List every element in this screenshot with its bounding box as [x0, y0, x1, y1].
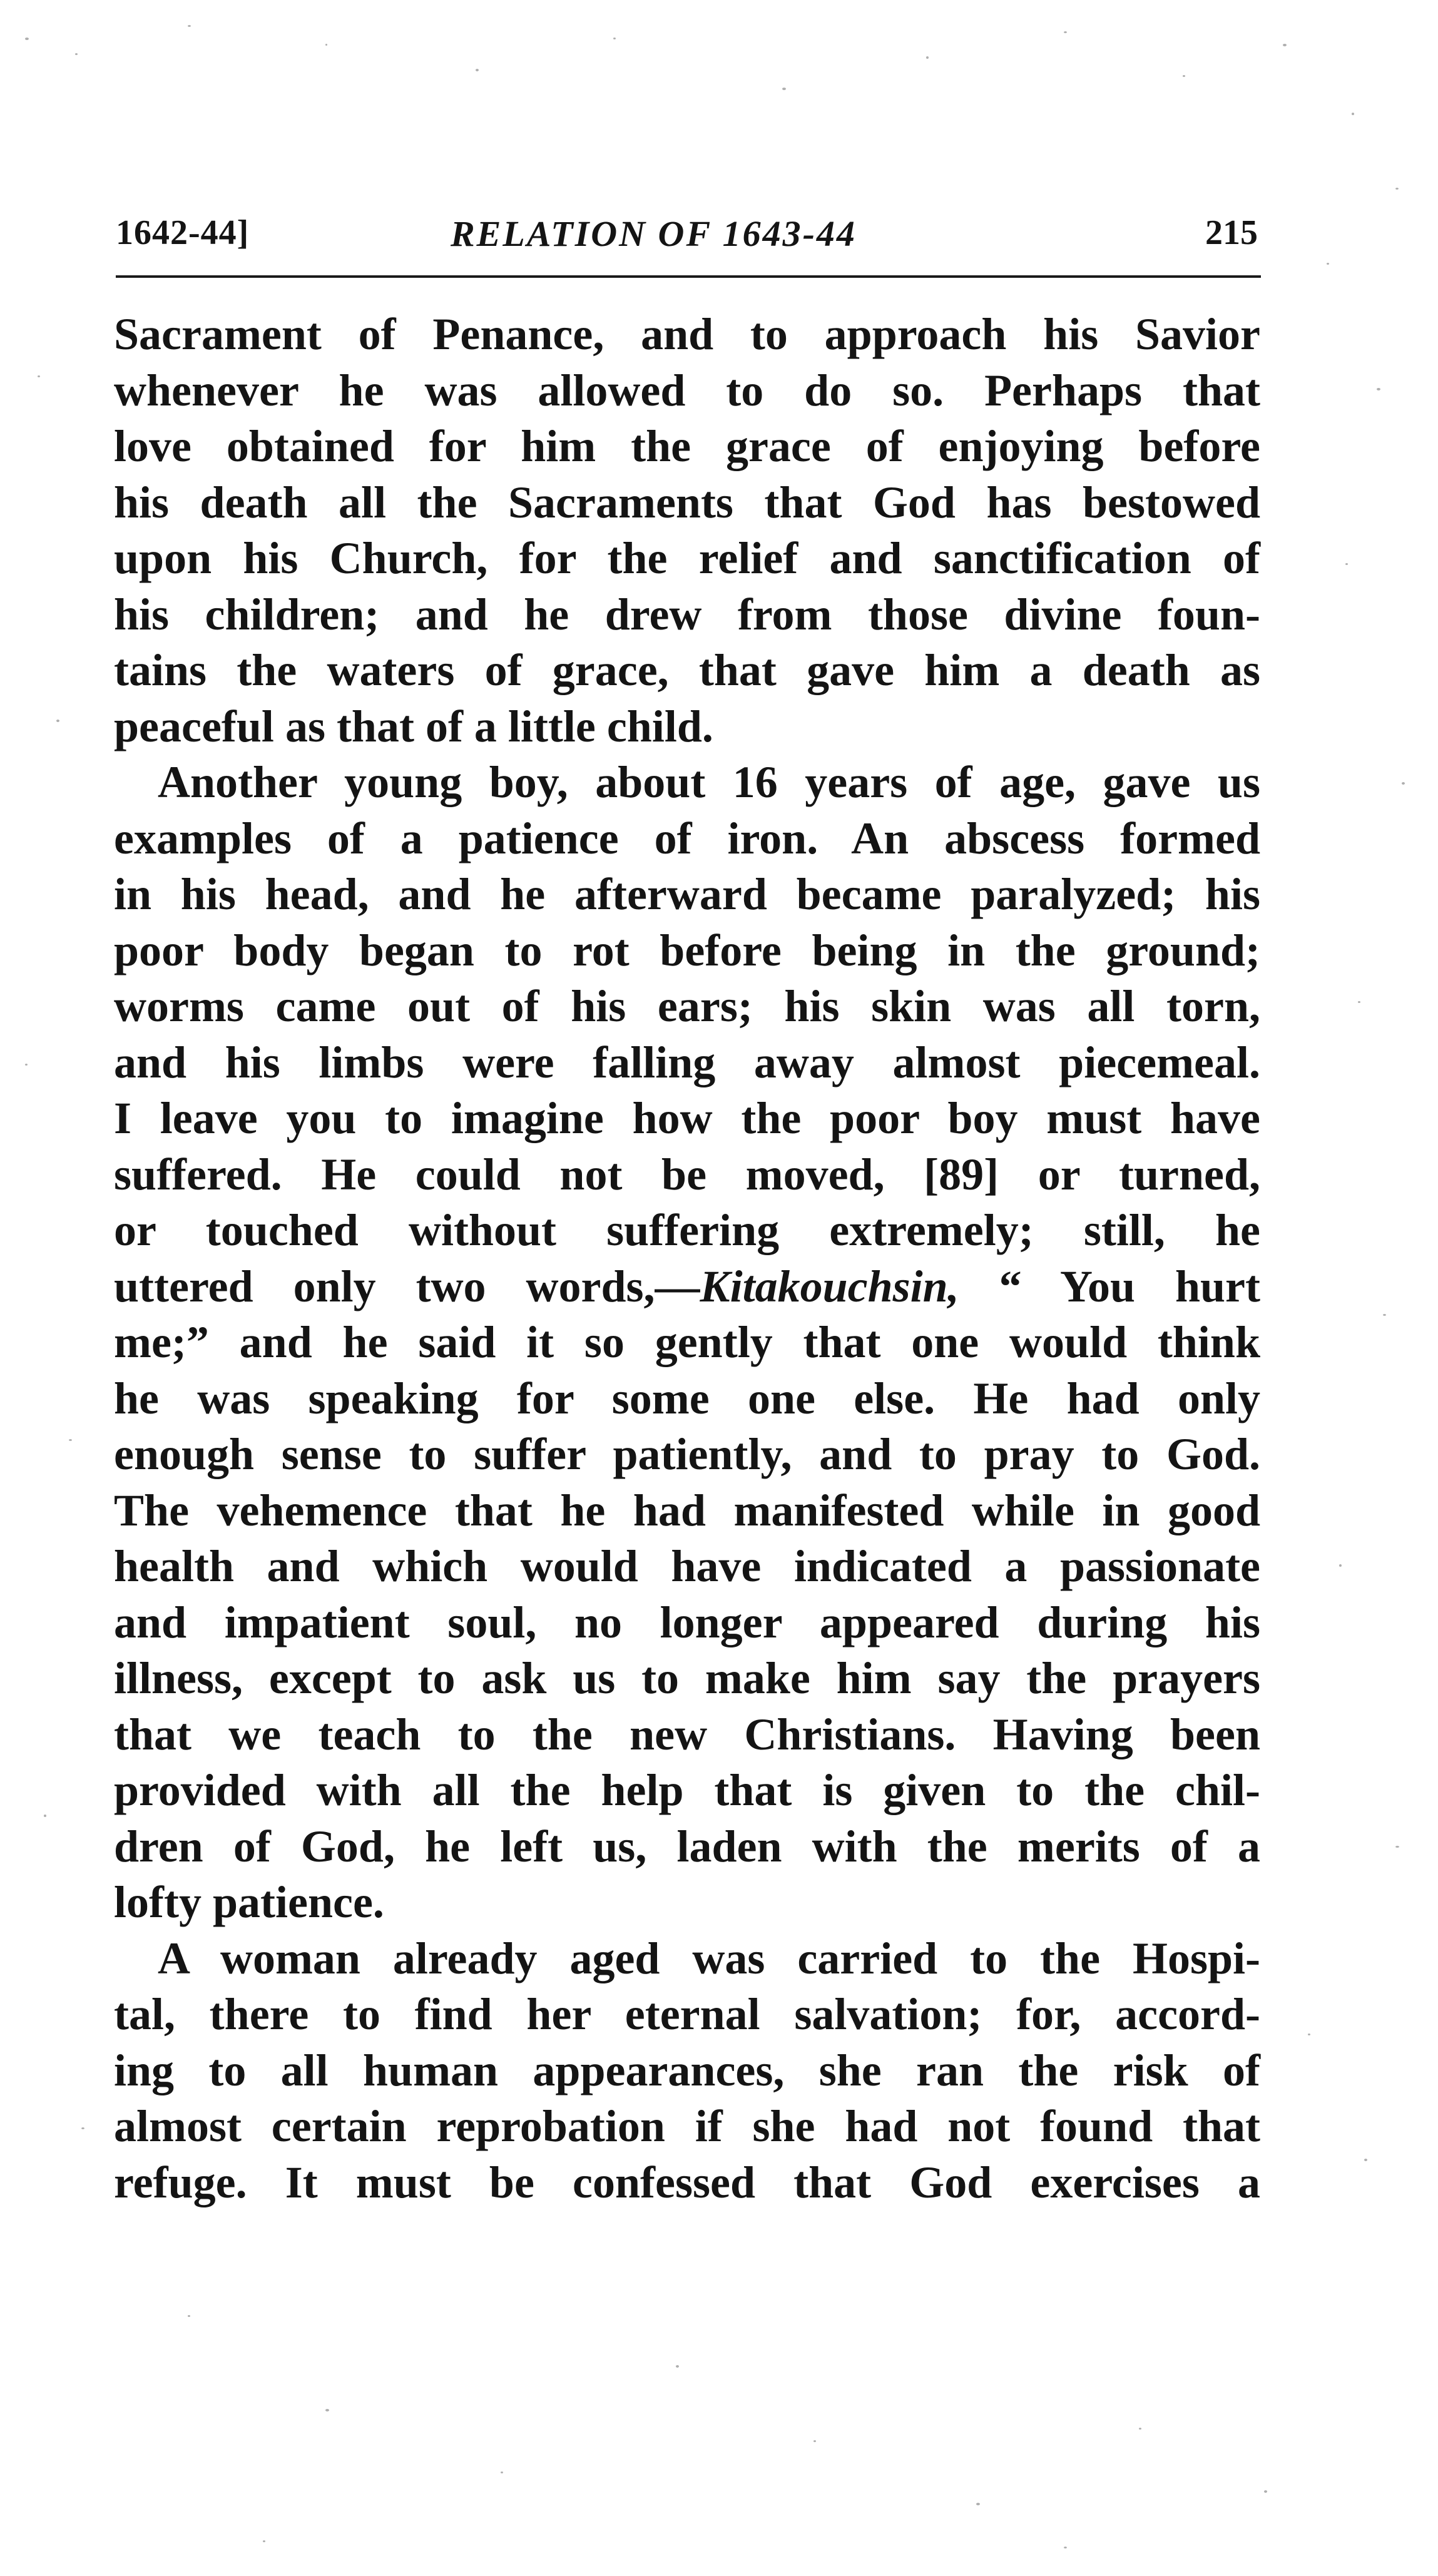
text-line: he was speaking for some one else. He had only — [114, 1373, 1260, 1423]
text-line: worms came out of his ears; his skin was all torn, — [114, 981, 1260, 1031]
text-line: ing to all human appearances, she ran the risk of — [114, 2045, 1260, 2095]
text-segment: uttered only two words,— — [114, 1261, 700, 1311]
text-line: upon his Church, for the relief and sanctification of — [114, 533, 1260, 583]
body-text — [114, 307, 1260, 2211]
text-line: almost certain reprobation if she had not found that — [114, 2101, 1260, 2151]
header-title: RELATION OF 1643-44 — [451, 213, 857, 254]
page-number: 215 — [1205, 213, 1258, 252]
text-line: A woman already aged was carried to the Hospi- — [158, 1933, 1260, 1983]
text-line: and impatient soul, no longer appeared during his — [114, 1597, 1260, 1647]
text-segment: “ You hurt — [999, 1261, 1260, 1311]
text-line: Another young boy, about 16 years of age, gave us — [158, 757, 1260, 807]
text-line: illness, except to ask us to make him say the prayers — [114, 1653, 1260, 1703]
text-line: I leave you to imagine how the poor boy must have — [114, 1093, 1260, 1143]
text-line: health and which would have indicated a passionate — [114, 1541, 1260, 1591]
text-line: lofty patience. — [114, 1877, 384, 1927]
header-rule — [116, 275, 1261, 278]
text-line: love obtained for him the grace of enjoying before — [114, 421, 1260, 471]
text-line: his children; and he drew from those divine foun- — [114, 589, 1260, 639]
native-word: Kitakouchsin, — [700, 1261, 959, 1311]
text-line: dren of God, he left us, laden with the merits of a — [114, 1821, 1260, 1871]
text-line: whenever he was allowed to do so. Perhaps that — [114, 365, 1260, 415]
text-line: Sacrament of Penance, and to approach his Savior — [114, 309, 1260, 359]
text-line: The vehemence that he had manifested while in good — [114, 1485, 1260, 1535]
text-line: tains the waters of grace, that gave him a death as — [114, 645, 1260, 695]
text-line: peaceful as that of a little child. — [114, 701, 713, 751]
text-line: or touched without suffering extremely; still, he — [114, 1205, 1260, 1255]
text-line: examples of a patience of iron. An abscess formed — [114, 813, 1260, 863]
text-line: provided with all the help that is given to the chil- — [114, 1765, 1260, 1815]
text-line: poor body began to rot before being in the ground; — [114, 925, 1260, 975]
header-year-range: 1642-44] — [116, 213, 250, 252]
text-line: his death all the Sacraments that God has bestowed — [114, 477, 1260, 527]
text-line: enough sense to suffer patiently, and to pray to God. — [114, 1429, 1260, 1479]
text-line: that we teach to the new Christians. Having been — [114, 1709, 1260, 1759]
text-line: tal, there to find her eternal salvation; for, accord- — [114, 1989, 1260, 2039]
running-header — [116, 213, 1258, 269]
text-line-mixed — [114, 1259, 1260, 1315]
text-line: me;” and he said it so gently that one would think — [114, 1317, 1260, 1367]
text-line: suffered. He could not be moved, [89] or turned, — [114, 1149, 1260, 1199]
text-line: in his head, and he afterward became paralyzed; his — [114, 869, 1260, 919]
text-line: refuge. It must be confessed that God exercises a — [114, 2157, 1260, 2207]
text-line: and his limbs were falling away almost piecemeal. — [114, 1037, 1260, 1087]
